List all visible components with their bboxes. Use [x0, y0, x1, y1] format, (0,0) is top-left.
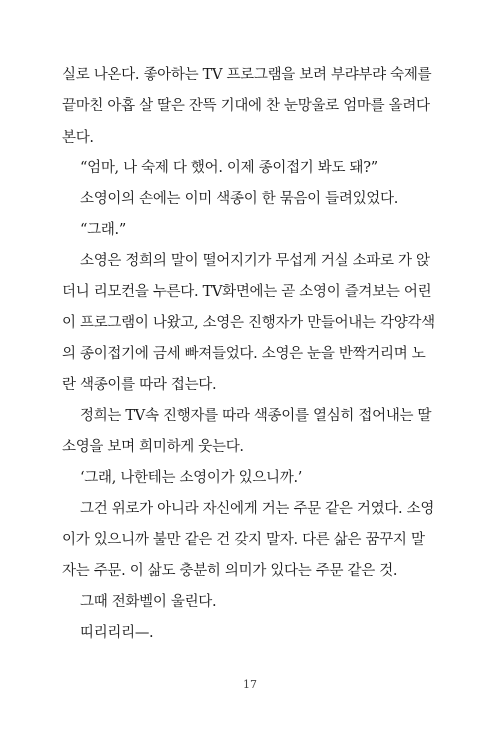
page-number: 17 — [243, 678, 257, 691]
text-line-8: 더니 리모컨을 누른다. TV화면에는 곧 소영이 즐겨보는 어린 — [62, 284, 432, 300]
text-line-5: 소영이의 손에는 이미 색종이 한 묶음이 들려있었다. — [80, 191, 399, 207]
text-line-3: 본다. — [62, 130, 94, 146]
text-line-9: 이 프로그램이 나왔고, 소영은 진행자가 만들어내는 각양각색 — [62, 315, 435, 331]
text-line-12: 정희는 TV속 진행자를 따라 색종이를 열심히 접어내는 딸 — [80, 408, 432, 424]
text-line-11: 란 색종이를 따라 접는다. — [62, 377, 217, 393]
text-line-17: 자는 주문. 이 삶도 충분히 의미가 있다는 주문 같은 것. — [62, 563, 398, 579]
text-line-16: 이가 있으니까 불만 같은 건 갖지 말자. 다른 삶은 꿈꾸지 말 — [62, 532, 425, 548]
text-line-13: 소영을 보며 희미하게 웃는다. — [62, 439, 244, 455]
text-line-4: “엄마, 나 숙제 다 했어. 이제 종이접기 봐도 돼?” — [80, 160, 378, 176]
text-line-7: 소영은 정희의 말이 떨어지기가 무섭게 거실 소파로 가 앉 — [80, 253, 430, 269]
text-line-19: 띠리리리—. — [80, 625, 154, 641]
text-line-18: 그때 전화벨이 울린다. — [80, 594, 217, 610]
text-line-2: 끝마친 아홉 살 딸은 잔뜩 기대에 찬 눈망울로 엄마를 올려다 — [62, 98, 430, 114]
text-line-1: 실로 나온다. 좋아하는 TV 프로그램을 보려 부랴부랴 숙제를 — [62, 67, 432, 83]
text-line-6: “그래.” — [80, 222, 126, 238]
text-line-15: 그건 위로가 아니라 자신에게 거는 주문 같은 거였다. 소영 — [80, 501, 435, 517]
text-line-14: ‘그래, 나한테는 소영이가 있으니까.’ — [80, 470, 303, 486]
text-line-10: 의 종이접기에 금세 빠져들었다. 소영은 눈을 반짝거리며 노 — [62, 346, 426, 362]
